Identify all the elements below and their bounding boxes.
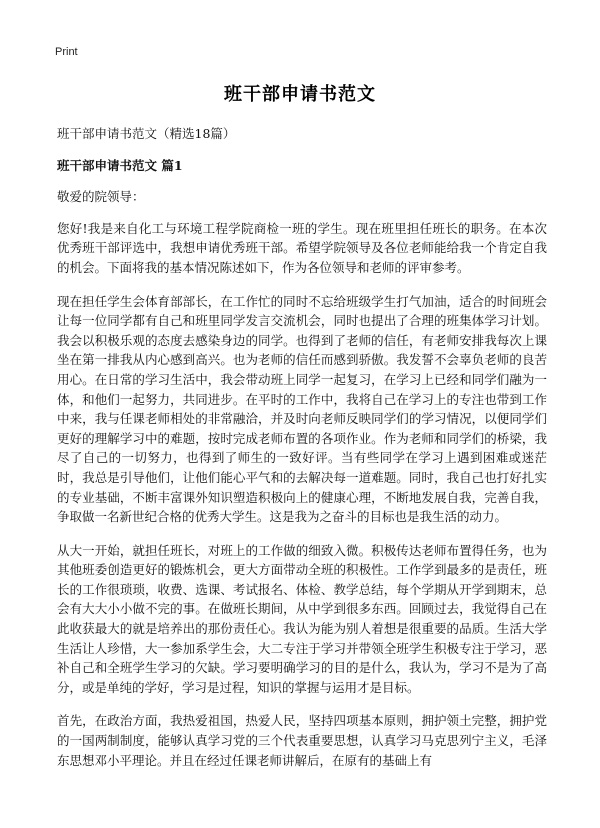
page-title: 班干部申请书范文 (224, 84, 376, 105)
paragraph-4: 首先，在政治方面，我热爱祖国，热爱人民，坚持四项基本原则，拥护领土完整，拥护党的一国两制制度，能够认真学习党的三个代表重要思想，认真学习马克思列宁主义，毛泽东思想邓小平理论。并且在经过任课老师讲解后，在原有的基础上有 (57, 713, 547, 768)
document-body (57, 124, 547, 784)
paragraph-1: 您好!我是来自化工与环境工程学院商检一班的学生。现在班里担任班长的职务。在本次优秀班干部评选中，我想申请优秀班干部。希望学院领导及各位老师能给我一个肯定自我的机会。下面将我的基本情况陈述如下，作为各位领导和老师的评审参考。 (57, 220, 547, 275)
paragraph-2: 现在担任学生会体育部部长，在工作忙的同时不忘给班级学生打气加油，适合的时间班会让每一位同学都有自己和班里同学发言交流机会，同时也提出了合理的班集体学习计划。我会以积极乐观的态度去感染身边的同学。也得到了老师的信任，有老师安排我每次上课坐在第一排我从内心感到高兴。也为老师的信任而感到骄傲。我发誓不会辜负老师的良苦用心。在日常的学习生活中，我会带动班上同学一起复习，在学习上已经和同学们融为一体，和他们一起努力，共同进步。在平时的工作中，我将自己在学习上的专注也带到工作中来，我与任课老师相处的非常融洽，并及时向老师反映同学们的学习情况，以便同学们更好的理解学习中的难题，按时完成老师布置的各项作业。作为老师和同学们的桥梁，我尽了自己的一切努力，也得到了师生的一致好评。当有些同学在学习上遇到困难或迷茫时，我总是引导他们，让他们能心平气和的去解决每一道难题。同时，我自己也打好扎实的专业基础，不断丰富课外知识塑造积极向上的健康心理，不断地发展自我，完善自我，争取做一名新世纪合格的优秀大学生。这是我为之奋斗的目标也是我生活的动力。 (57, 293, 547, 525)
paragraph-3: 从大一开始，就担任班长，对班上的工作做的细致入微。积极传达老师布置得任务，也为其他班委创造更好的锻炼机会，更大方面带动全班的积极性。工作学到最多的是责任，班长的工作很琐琐，收费、选课、考试报名、体检、教学总结，每个学期从开学到期末，总会有大大小小做不完的事。在做班长期间，从中学到很多东西。回顾过去，我觉得自己在此收获最大的就是培养出的那份责任心。我认为能为别人着想是很重要的品质。生活大学生活让人珍惜，大一参加系学生会，大二专注于学习并带领全班学生积极专注于学习，恶补自己和全班学生学习的欠缺。学习要明确学习的目的是什么，我认为，学习不是为了高分，或是单纯的学好，学习是过程，知识的掌握与运用才是目标。 (57, 542, 547, 695)
section-heading: 班干部申请书范文 篇1 (57, 157, 183, 173)
document-subtitle: 班干部申请书范文（精选18篇） (57, 126, 236, 141)
print-label[interactable]: Print (55, 46, 78, 58)
salutation: 敬爱的院领导： (57, 189, 145, 205)
